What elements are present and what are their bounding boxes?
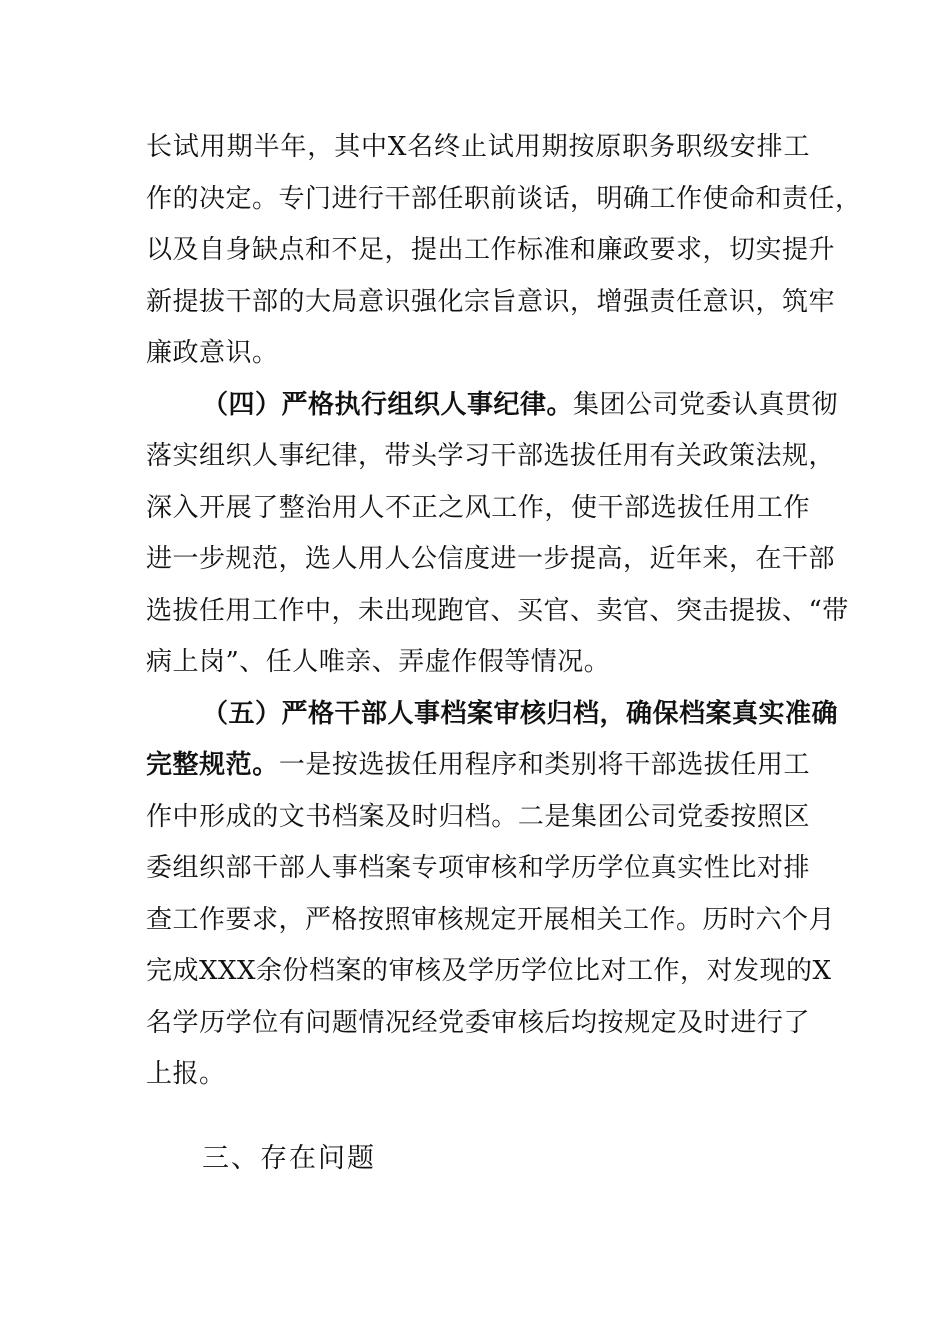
text-line: 完成XXX余份档案的审核及学历学位比对工作，对发现的X [146,956,832,986]
subsection-heading-cont: 完整规范。 [146,750,279,780]
text-line: 廉政意识。 [146,338,279,368]
text-line [146,380,839,432]
text-line: 名学历学位有问题情况经党委审核后均按规定及时进行了 [146,1007,810,1038]
paragraph-archives [146,689,839,1101]
text-line: 委组织部干部人事档案专项审核和学历学位真实性比对排 [146,853,810,883]
text-run: 一是按选拔任用程序和类别将干部选拔任用工 [278,750,810,780]
text-line: 落实组织人事纪律，带头学习干部选拔任用有关政策法规， [146,441,836,471]
text-line: 选拔任用工作中，未出现跑官、买官、卖官、突击提拔、“带 [146,595,849,626]
text-line: 病上岗”、任人唯亲、弄虚作假等情况。 [146,647,611,677]
text-line: 进一步规范，选人用人公信度进一步提高，近年来，在干部 [146,544,836,574]
text-run: 集团公司党委认真贯彻 [573,389,839,420]
text-line: 新提拔干部的大局意识强化宗旨意识，增强责任意识，筑牢 [146,286,836,317]
text-line: 查工作要求，严格按照审核规定开展相关工作。历时六个月 [146,904,836,935]
paragraph-probation [146,122,862,380]
text-line: 长试用期半年，其中X名终止试用期按原职务职级安排工 [146,132,810,162]
paragraph-discipline [146,380,849,689]
text-line: 作的决定。专门进行干部任职前谈话，明确工作使命和责任， [146,183,862,214]
text-line [146,740,810,792]
text-line: 以及自身缺点和不足，提出工作标准和廉政要求，切实提升 [146,235,836,265]
document-page [146,122,862,1187]
subsection-heading: （五）严格干部人事档案审核归档，确保档案真实准确 [202,698,839,729]
text-line: 作中形成的文书档案及时归档。二是集团公司党委按照区 [146,801,810,832]
section-heading: 三、存在问题 [202,1142,376,1174]
text-line: 深入开展了整治用人不正之风工作，使干部选拔任用工作 [146,492,810,523]
text-line: 上报。 [146,1059,226,1089]
subsection-heading: （四）严格执行组织人事纪律。 [202,389,574,420]
